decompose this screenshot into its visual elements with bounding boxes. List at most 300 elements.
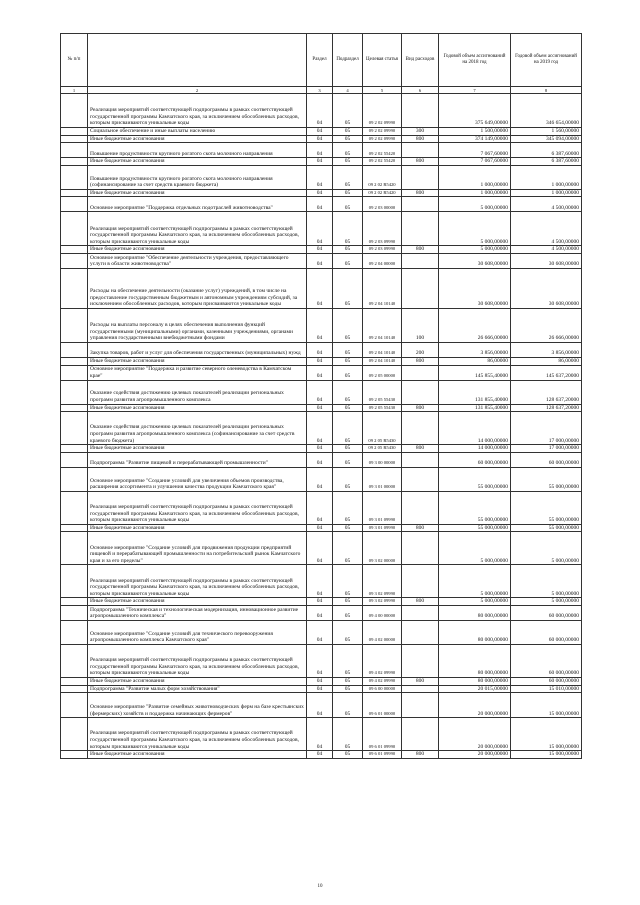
header-name [88, 34, 307, 87]
cell-vid [402, 491, 439, 524]
index-cell: 4 [333, 87, 363, 94]
table-row [61, 365, 582, 380]
cell-2018: 5 000,00000 [439, 532, 511, 565]
cell-podrazdel: 05 [333, 605, 363, 620]
cell-no [61, 158, 88, 166]
cell-2019: 60 000,00000 [511, 644, 582, 677]
cell-podrazdel: 05 [333, 751, 363, 759]
cell-name: Реализация мероприятий соответствующей подпрограммы в рамках соответствующей государственной программы Камчатского края, за исключением обособленных расходов, которым присваиваются уникальные коды [88, 718, 307, 751]
table-row [61, 751, 582, 759]
cell-razdel: 04 [307, 693, 333, 718]
cell-no [61, 677, 88, 685]
cell-2019: 55 000,00000 [511, 467, 582, 491]
cell-vid: 800 [402, 158, 439, 166]
cell-2018: 30 608,00000 [439, 268, 511, 308]
cell-2019: 17 000,00000 [511, 412, 582, 445]
cell-2018: 1 000,00000 [439, 165, 511, 189]
cell-name: Подпрограмма "Развитие малых форм хозяйствования" [88, 685, 307, 693]
cell-article: 09 6 01 09990 [363, 718, 402, 751]
cell-razdel: 04 [307, 524, 333, 532]
cell-vid [402, 165, 439, 189]
cell-vid [402, 212, 439, 246]
cell-2018: 80 000,00000 [439, 677, 511, 685]
cell-name: Иные бюджетные ассигнования [88, 445, 307, 453]
cell-name: Реализация мероприятий соответствующей подпрограммы в рамках соответствующей государственной программы Камчатского края, за исключением обособленных расходов, которым присваиваются уникальные коды [88, 212, 307, 246]
cell-razdel: 04 [307, 212, 333, 246]
header-2018: Годовой объем ассигнований на 2018 год [439, 34, 511, 87]
table-body [61, 87, 582, 759]
cell-article: 09 6 01 09990 [363, 751, 402, 759]
cell-vid: 800 [402, 445, 439, 453]
cell-2018: 131 855,40000 [439, 380, 511, 404]
cell-2019: 1 560,00000 [511, 128, 582, 136]
cell-podrazdel: 05 [333, 380, 363, 404]
cell-2018: 7 067,60000 [439, 158, 511, 166]
table-row [61, 445, 582, 453]
cell-2018: 5 000,00000 [439, 565, 511, 598]
cell-2018: 60 000,00000 [439, 452, 511, 467]
cell-2019: 30 608,00000 [511, 253, 582, 268]
cell-vid [402, 467, 439, 491]
cell-razdel: 04 [307, 598, 333, 606]
cell-razdel: 04 [307, 342, 333, 357]
cell-podrazdel: 05 [333, 342, 363, 357]
cell-vid: 800 [402, 524, 439, 532]
table-row [61, 467, 582, 491]
index-cell: 3 [307, 87, 333, 94]
table-row [61, 598, 582, 606]
cell-2018: 1 500,00000 [439, 128, 511, 136]
cell-name: Расходы на обеспечение деятельности (оказание услуг) учреждений, в том числе на предоставление государственным бюджетным и автономным учреждениям субсидий, за исключением обособленных расходов, которым присваиваются уникальные коды [88, 268, 307, 308]
cell-article: 09 6 00 00000 [363, 685, 402, 693]
cell-2018: 374 149,00000 [439, 135, 511, 143]
cell-name: Реализация мероприятий соответствующей подпрограммы в рамках соответствующей государственной программы Камчатского края, за исключением обособленных расходов, которым присваиваются уникальные коды [88, 565, 307, 598]
table-row [61, 197, 582, 212]
cell-article: 09 2 05 55430 [363, 380, 402, 404]
cell-name: Иные бюджетные ассигнования [88, 189, 307, 197]
cell-name: Иные бюджетные ассигнования [88, 246, 307, 254]
cell-article: 09 2 03 00000 [363, 197, 402, 212]
cell-razdel: 04 [307, 452, 333, 467]
table-row [61, 644, 582, 677]
table-row [61, 128, 582, 136]
cell-podrazdel: 05 [333, 197, 363, 212]
cell-razdel: 04 [307, 189, 333, 197]
cell-vid: 800 [402, 751, 439, 759]
cell-razdel: 04 [307, 253, 333, 268]
cell-2018: 5 000,00000 [439, 212, 511, 246]
cell-podrazdel: 05 [333, 598, 363, 606]
cell-2019: 5 000,00000 [511, 598, 582, 606]
header-no: № п/п [61, 34, 88, 87]
cell-article: 09 4 02 09990 [363, 677, 402, 685]
index-cell: 7 [439, 87, 511, 94]
cell-name: Реализация мероприятий соответствующей подпрограммы в рамках соответствующей государственной программы Камчатского края, за исключением обособленных расходов, которым присваиваются уникальные коды [88, 94, 307, 128]
cell-vid [402, 532, 439, 565]
cell-podrazdel: 05 [333, 565, 363, 598]
cell-2018: 30 608,00000 [439, 253, 511, 268]
cell-article: 09 2 05 R5430 [363, 445, 402, 453]
cell-2018: 145 855,40000 [439, 365, 511, 380]
header-2019: Годовой объем ассигнований на 2019 год [511, 34, 582, 87]
cell-2018: 80 000,00000 [439, 605, 511, 620]
cell-2019: 55 000,00000 [511, 524, 582, 532]
cell-2019: 3 856,00000 [511, 342, 582, 357]
cell-article: 09 2 02 09990 [363, 94, 402, 128]
cell-article: 09 2 04 10140 [363, 308, 402, 342]
cell-razdel: 04 [307, 246, 333, 254]
cell-vid: 800 [402, 357, 439, 365]
cell-name: Подпрограмма "Техническая и технологическая модернизация, инновационное развитие агропромышленного комплекса" [88, 605, 307, 620]
cell-2019: 15 010,00000 [511, 685, 582, 693]
cell-2019: 17 000,00000 [511, 445, 582, 453]
cell-vid: 800 [402, 189, 439, 197]
cell-name: Закупка товаров, работ и услуг для обеспечения государственных (муниципальных) нужд [88, 342, 307, 357]
cell-name: Повышение продуктивности крупного рогатого скота молочного направления [88, 143, 307, 158]
cell-vid: 800 [402, 404, 439, 412]
cell-article: 09 4 02 09990 [363, 644, 402, 677]
cell-no [61, 380, 88, 404]
table-row [61, 212, 582, 246]
cell-article: 09 2 05 00000 [363, 365, 402, 380]
cell-podrazdel: 05 [333, 412, 363, 445]
cell-article: 09 3 02 09990 [363, 565, 402, 598]
cell-razdel: 04 [307, 412, 333, 445]
table-row [61, 342, 582, 357]
cell-podrazdel: 05 [333, 212, 363, 246]
cell-name: Повышение продуктивности крупного рогатого скота молочного направления (софинансирование за счет средств краевого бюджета) [88, 165, 307, 189]
cell-no [61, 143, 88, 158]
cell-article: 09 4 00 00000 [363, 605, 402, 620]
cell-vid [402, 718, 439, 751]
cell-podrazdel: 05 [333, 693, 363, 718]
cell-2018: 3 856,00000 [439, 342, 511, 357]
cell-podrazdel: 05 [333, 357, 363, 365]
cell-article: 09 2 04 10140 [363, 357, 402, 365]
cell-razdel: 04 [307, 128, 333, 136]
cell-no [61, 165, 88, 189]
cell-no [61, 620, 88, 644]
cell-podrazdel: 05 [333, 189, 363, 197]
cell-vid [402, 565, 439, 598]
cell-podrazdel: 05 [333, 308, 363, 342]
table-row [61, 685, 582, 693]
cell-razdel: 04 [307, 445, 333, 453]
table-row [61, 404, 582, 412]
cell-vid: 800 [402, 135, 439, 143]
cell-no [61, 128, 88, 136]
table-row [61, 165, 582, 189]
table-row [61, 491, 582, 524]
header-vid: Вид расходов [402, 34, 439, 87]
cell-podrazdel: 05 [333, 128, 363, 136]
cell-name: Иные бюджетные ассигнования [88, 677, 307, 685]
cell-name: Иные бюджетные ассигнования [88, 524, 307, 532]
cell-2018: 1 000,00000 [439, 189, 511, 197]
cell-name: Основное мероприятие "Поддержка отдельных подотраслей животноводства" [88, 197, 307, 212]
table-row [61, 605, 582, 620]
cell-vid: 100 [402, 308, 439, 342]
cell-no [61, 524, 88, 532]
cell-razdel: 04 [307, 644, 333, 677]
cell-vid: 800 [402, 677, 439, 685]
cell-razdel: 04 [307, 380, 333, 404]
cell-razdel: 04 [307, 308, 333, 342]
table-row [61, 357, 582, 365]
cell-article: 09 3 01 00000 [363, 467, 402, 491]
cell-no [61, 565, 88, 598]
index-cell: 6 [402, 87, 439, 94]
cell-article: 09 2 02 09990 [363, 135, 402, 143]
cell-name: Иные бюджетные ассигнования [88, 357, 307, 365]
table-row [61, 565, 582, 598]
cell-razdel: 04 [307, 135, 333, 143]
table-row [61, 693, 582, 718]
cell-podrazdel: 05 [333, 452, 363, 467]
cell-2019: 6 387,60000 [511, 158, 582, 166]
table-row [61, 412, 582, 445]
cell-no [61, 598, 88, 606]
cell-vid [402, 693, 439, 718]
cell-name: Иные бюджетные ассигнования [88, 404, 307, 412]
cell-article: 09 2 02 R5420 [363, 165, 402, 189]
cell-no [61, 718, 88, 751]
cell-podrazdel: 05 [333, 718, 363, 751]
cell-2019: 4 500,00000 [511, 246, 582, 254]
header-article: Целевая статья [363, 34, 402, 87]
cell-no [61, 491, 88, 524]
cell-2018: 80 000,00000 [439, 620, 511, 644]
table-row [61, 143, 582, 158]
cell-razdel: 04 [307, 158, 333, 166]
cell-podrazdel: 05 [333, 404, 363, 412]
cell-2018: 5 000,00000 [439, 197, 511, 212]
cell-article: 09 2 04 00000 [363, 253, 402, 268]
column-index-row [61, 87, 582, 94]
table-header-row [61, 34, 582, 87]
cell-article: 09 2 02 55420 [363, 158, 402, 166]
cell-no [61, 693, 88, 718]
cell-razdel: 04 [307, 268, 333, 308]
cell-2018: 55 000,00000 [439, 491, 511, 524]
cell-2018: 55 000,00000 [439, 524, 511, 532]
table-row [61, 158, 582, 166]
cell-2018: 20 000,00000 [439, 751, 511, 759]
cell-name: Основное мероприятие "Обеспечение деятельности учреждения, предоставляющего услуги в области животноводства" [88, 253, 307, 268]
cell-razdel: 04 [307, 143, 333, 158]
cell-2019: 15 000,00000 [511, 751, 582, 759]
cell-razdel: 04 [307, 751, 333, 759]
cell-podrazdel: 05 [333, 491, 363, 524]
cell-no [61, 751, 88, 759]
cell-vid [402, 620, 439, 644]
cell-no [61, 445, 88, 453]
cell-no [61, 685, 88, 693]
cell-razdel: 04 [307, 94, 333, 128]
cell-2019: 5 000,00000 [511, 565, 582, 598]
cell-2019: 60 000,00000 [511, 452, 582, 467]
cell-2019: 26 666,00000 [511, 308, 582, 342]
cell-article: 09 2 02 R5420 [363, 189, 402, 197]
cell-no [61, 246, 88, 254]
cell-article: 09 3 02 00000 [363, 532, 402, 565]
cell-podrazdel: 05 [333, 253, 363, 268]
cell-vid: 300 [402, 128, 439, 136]
cell-2018: 26 666,00000 [439, 308, 511, 342]
cell-name: Оказание содействия достижению целевых показателей реализации региональных программ развития агропромышленного комплекса (софинансирование за счет средств краевого бюджета) [88, 412, 307, 445]
cell-vid [402, 605, 439, 620]
cell-vid [402, 143, 439, 158]
budget-table [60, 33, 582, 759]
cell-name: Основное мероприятие "Создание условий для продвижения продукции предприятий пищевой и перерабатывающей промышленности на потребительский рынок Камчатского края и за его пределы" [88, 532, 307, 565]
cell-name: Основное мероприятие "Развитие семейных животноводческих ферм на базе крестьянских (фермерских) хозяйств и поддержка начинающих фермеров" [88, 693, 307, 718]
cell-no [61, 268, 88, 308]
index-cell: 1 [61, 87, 88, 94]
cell-vid [402, 253, 439, 268]
cell-2018: 7 067,60000 [439, 143, 511, 158]
cell-2019: 128 637,20000 [511, 404, 582, 412]
table-row [61, 268, 582, 308]
cell-2019: 30 608,00000 [511, 268, 582, 308]
cell-article: 09 2 04 10140 [363, 268, 402, 308]
index-cell: 5 [363, 87, 402, 94]
cell-no [61, 412, 88, 445]
cell-podrazdel: 05 [333, 246, 363, 254]
cell-article: 09 4 02 00000 [363, 620, 402, 644]
cell-2019: 345 094,00000 [511, 135, 582, 143]
cell-no [61, 365, 88, 380]
cell-vid [402, 452, 439, 467]
table-row [61, 135, 582, 143]
cell-razdel: 04 [307, 404, 333, 412]
cell-razdel: 04 [307, 467, 333, 491]
cell-podrazdel: 05 [333, 620, 363, 644]
cell-name: Социальное обеспечение и иные выплаты населению [88, 128, 307, 136]
cell-vid [402, 94, 439, 128]
cell-vid: 800 [402, 598, 439, 606]
cell-name: Основное мероприятие "Создание условий для увеличения объемов производства, расширения ассортимента и улучшения качества продукции Камчатского края" [88, 467, 307, 491]
cell-2018: 86,00000 [439, 357, 511, 365]
cell-2018: 375 649,00000 [439, 94, 511, 128]
table-row [61, 532, 582, 565]
cell-2018: 55 000,00000 [439, 467, 511, 491]
cell-razdel: 04 [307, 365, 333, 380]
cell-vid: 800 [402, 246, 439, 254]
cell-article: 09 3 01 09990 [363, 524, 402, 532]
cell-name: Реализация мероприятий соответствующей подпрограммы в рамках соответствующей государственной программы Камчатского края, за исключением обособленных расходов, которым присваиваются уникальные коды [88, 644, 307, 677]
cell-name: Подпрограмма "Развитие пищевой и перерабатывающей промышленности" [88, 452, 307, 467]
cell-article: 09 2 03 09990 [363, 212, 402, 246]
cell-article: 09 2 02 09990 [363, 128, 402, 136]
cell-no [61, 342, 88, 357]
cell-no [61, 212, 88, 246]
cell-article: 09 6 01 00000 [363, 693, 402, 718]
cell-podrazdel: 05 [333, 165, 363, 189]
table-row [61, 246, 582, 254]
cell-no [61, 357, 88, 365]
cell-no [61, 452, 88, 467]
table-row [61, 308, 582, 342]
cell-2019: 4 500,00000 [511, 197, 582, 212]
cell-vid [402, 268, 439, 308]
cell-razdel: 04 [307, 197, 333, 212]
cell-2019: 346 654,00000 [511, 94, 582, 128]
cell-article: 09 3 00 00000 [363, 452, 402, 467]
cell-2018: 80 000,00000 [439, 644, 511, 677]
header-razdel: Раздел [307, 34, 333, 87]
cell-no [61, 94, 88, 128]
cell-podrazdel: 05 [333, 135, 363, 143]
table-row [61, 718, 582, 751]
cell-vid [402, 685, 439, 693]
cell-podrazdel: 05 [333, 445, 363, 453]
cell-name: Оказание содействия достижению целевых показателей реализации региональных программ развития агропромышленного комплекса [88, 380, 307, 404]
cell-podrazdel: 05 [333, 532, 363, 565]
cell-razdel: 04 [307, 677, 333, 685]
cell-2018: 20 000,00000 [439, 693, 511, 718]
table-row [61, 189, 582, 197]
cell-2019: 1 000,00000 [511, 189, 582, 197]
cell-vid [402, 365, 439, 380]
cell-2019: 5 000,00000 [511, 532, 582, 565]
cell-razdel: 04 [307, 532, 333, 565]
cell-podrazdel: 05 [333, 158, 363, 166]
cell-article: 09 3 01 09990 [363, 491, 402, 524]
cell-article: 09 2 05 R5430 [363, 412, 402, 445]
cell-no [61, 135, 88, 143]
cell-2019: 60 000,00000 [511, 620, 582, 644]
cell-podrazdel: 05 [333, 685, 363, 693]
cell-2019: 55 000,00000 [511, 491, 582, 524]
cell-razdel: 04 [307, 620, 333, 644]
cell-2019: 15 000,00000 [511, 718, 582, 751]
cell-name: Основное мероприятие "Создание условий для технического перевооружения агропромышленного комплекса Камчатского края" [88, 620, 307, 644]
cell-article: 09 2 03 09990 [363, 246, 402, 254]
header-podrazdel: Подраздел [333, 34, 363, 87]
index-cell: 2 [88, 87, 307, 94]
cell-article: 09 2 02 55420 [363, 143, 402, 158]
cell-vid [402, 412, 439, 445]
cell-podrazdel: 05 [333, 644, 363, 677]
cell-no [61, 308, 88, 342]
cell-2019: 60 000,00000 [511, 677, 582, 685]
cell-name: Иные бюджетные ассигнования [88, 158, 307, 166]
cell-name: Расходы на выплаты персоналу в целях обеспечения выполнения функций государственными (муниципальными) органами, казенными учреждениями, органами управления государственными внебюджетными фондами [88, 308, 307, 342]
table-row [61, 94, 582, 128]
budget-table-page [60, 33, 581, 759]
cell-no [61, 197, 88, 212]
cell-2018: 5 000,00000 [439, 246, 511, 254]
cell-2019: 1 000,00000 [511, 165, 582, 189]
cell-2019: 86,00000 [511, 357, 582, 365]
cell-podrazdel: 05 [333, 365, 363, 380]
cell-2018: 5 000,00000 [439, 598, 511, 606]
cell-razdel: 04 [307, 718, 333, 751]
cell-no [61, 532, 88, 565]
cell-podrazdel: 05 [333, 524, 363, 532]
cell-name: Иные бюджетные ассигнования [88, 598, 307, 606]
cell-vid [402, 644, 439, 677]
cell-2018: 14 000,00000 [439, 445, 511, 453]
cell-razdel: 04 [307, 491, 333, 524]
cell-2019: 15 000,00000 [511, 693, 582, 718]
cell-article: 09 2 05 55430 [363, 404, 402, 412]
cell-podrazdel: 05 [333, 94, 363, 128]
cell-razdel: 04 [307, 605, 333, 620]
table-row [61, 620, 582, 644]
cell-2018: 20 015,00000 [439, 685, 511, 693]
cell-2019: 4 500,00000 [511, 212, 582, 246]
